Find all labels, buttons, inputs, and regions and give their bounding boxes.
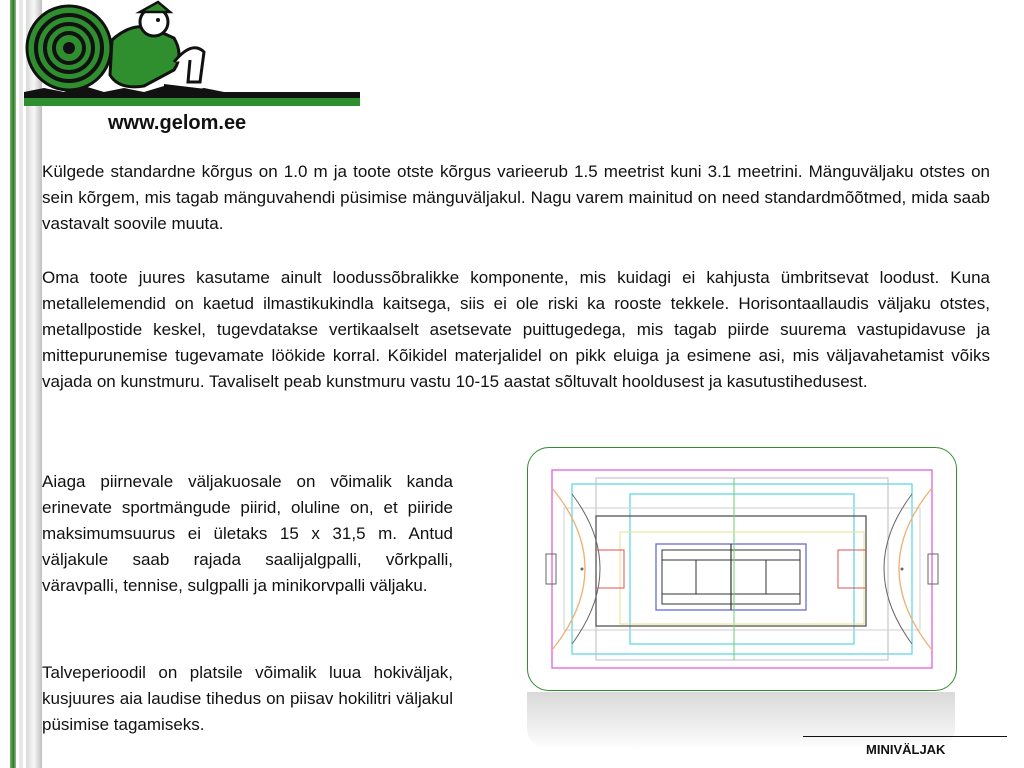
left-gray-stripe <box>26 0 42 768</box>
court-cyan-line <box>572 484 912 654</box>
figure-caption: MINIVÄLJAK <box>866 742 946 757</box>
right-key <box>838 550 866 588</box>
paragraph-materials: Oma toote juures kasutame ainult loodussõbralikke komponente, mis kuidagi ei kahjusta ümbritsevat loodust. Kuna metallelemendid on kaetud ilmastikukindla kaitsega, siis ei ole riski ka rooste tekkele. Horisontaallaudis väljaku otstes, metallpostide keskel, tugevdatakse vertikaalselt asetsevate puittugedega, mis tagab piirde suurema vastupidavuse ja mittepurunemise tugevamate löökide korral. Kõikidel materjalidel on pikk eluiga ja esimene asi, mis väljavahetamist võiks vajada on kunstmuru. Tavaliselt peab kunstmuru vastu 10-15 aastat sõltuvalt hooldusest ja kasutustihedusest. <box>42 268 990 391</box>
paragraph-sports-lines: Aiaga piirnevale väljakuosale on võimalik kanda erinevate sportmängude piirid, oluline on, et piiride maksimumsuurus ei ületaks 15 x 31,5 m. Antud väljakule saab rajada saalijalgpalli, võrkpalli, väravpalli, tennise, sulgpalli ja minikorvpalli väljaku. <box>42 472 453 595</box>
left-goal-area <box>552 488 585 650</box>
court-diagram <box>528 448 956 690</box>
gelom-logo <box>24 0 364 106</box>
court-outer-line <box>552 470 932 668</box>
right-goal <box>928 554 938 584</box>
site-url[interactable]: www.gelom.ee <box>108 112 247 134</box>
right-goal-area <box>899 488 932 650</box>
left-green-stripe <box>10 0 16 768</box>
court-diagram-frame <box>527 447 957 691</box>
paragraph-dimensions: Külgede standardne kõrgus on 1.0 m ja toote otste kõrgus varieerub 1.5 meetrist kuni 3.1 meetrini. Mänguväljaku otstes on sein kõrgem, mis tagab mänguvahendi püsimise mänguväljakul. Nagu varem mainitud on need standardmõõtmed, mida saab vastavalt soovile muuta. <box>42 162 990 233</box>
left-gray-stripe-thin <box>19 0 23 768</box>
caption-divider <box>803 736 1007 737</box>
left-goal <box>546 554 556 584</box>
paragraph-winter-hockey: Talveperioodil on platsile võimalik luua hokiväljak, kusjuures aia laudise tihedus on piisav hokilitri väljakul püsimise tagamiseks. <box>42 663 453 734</box>
court-gray-line <box>596 478 888 660</box>
